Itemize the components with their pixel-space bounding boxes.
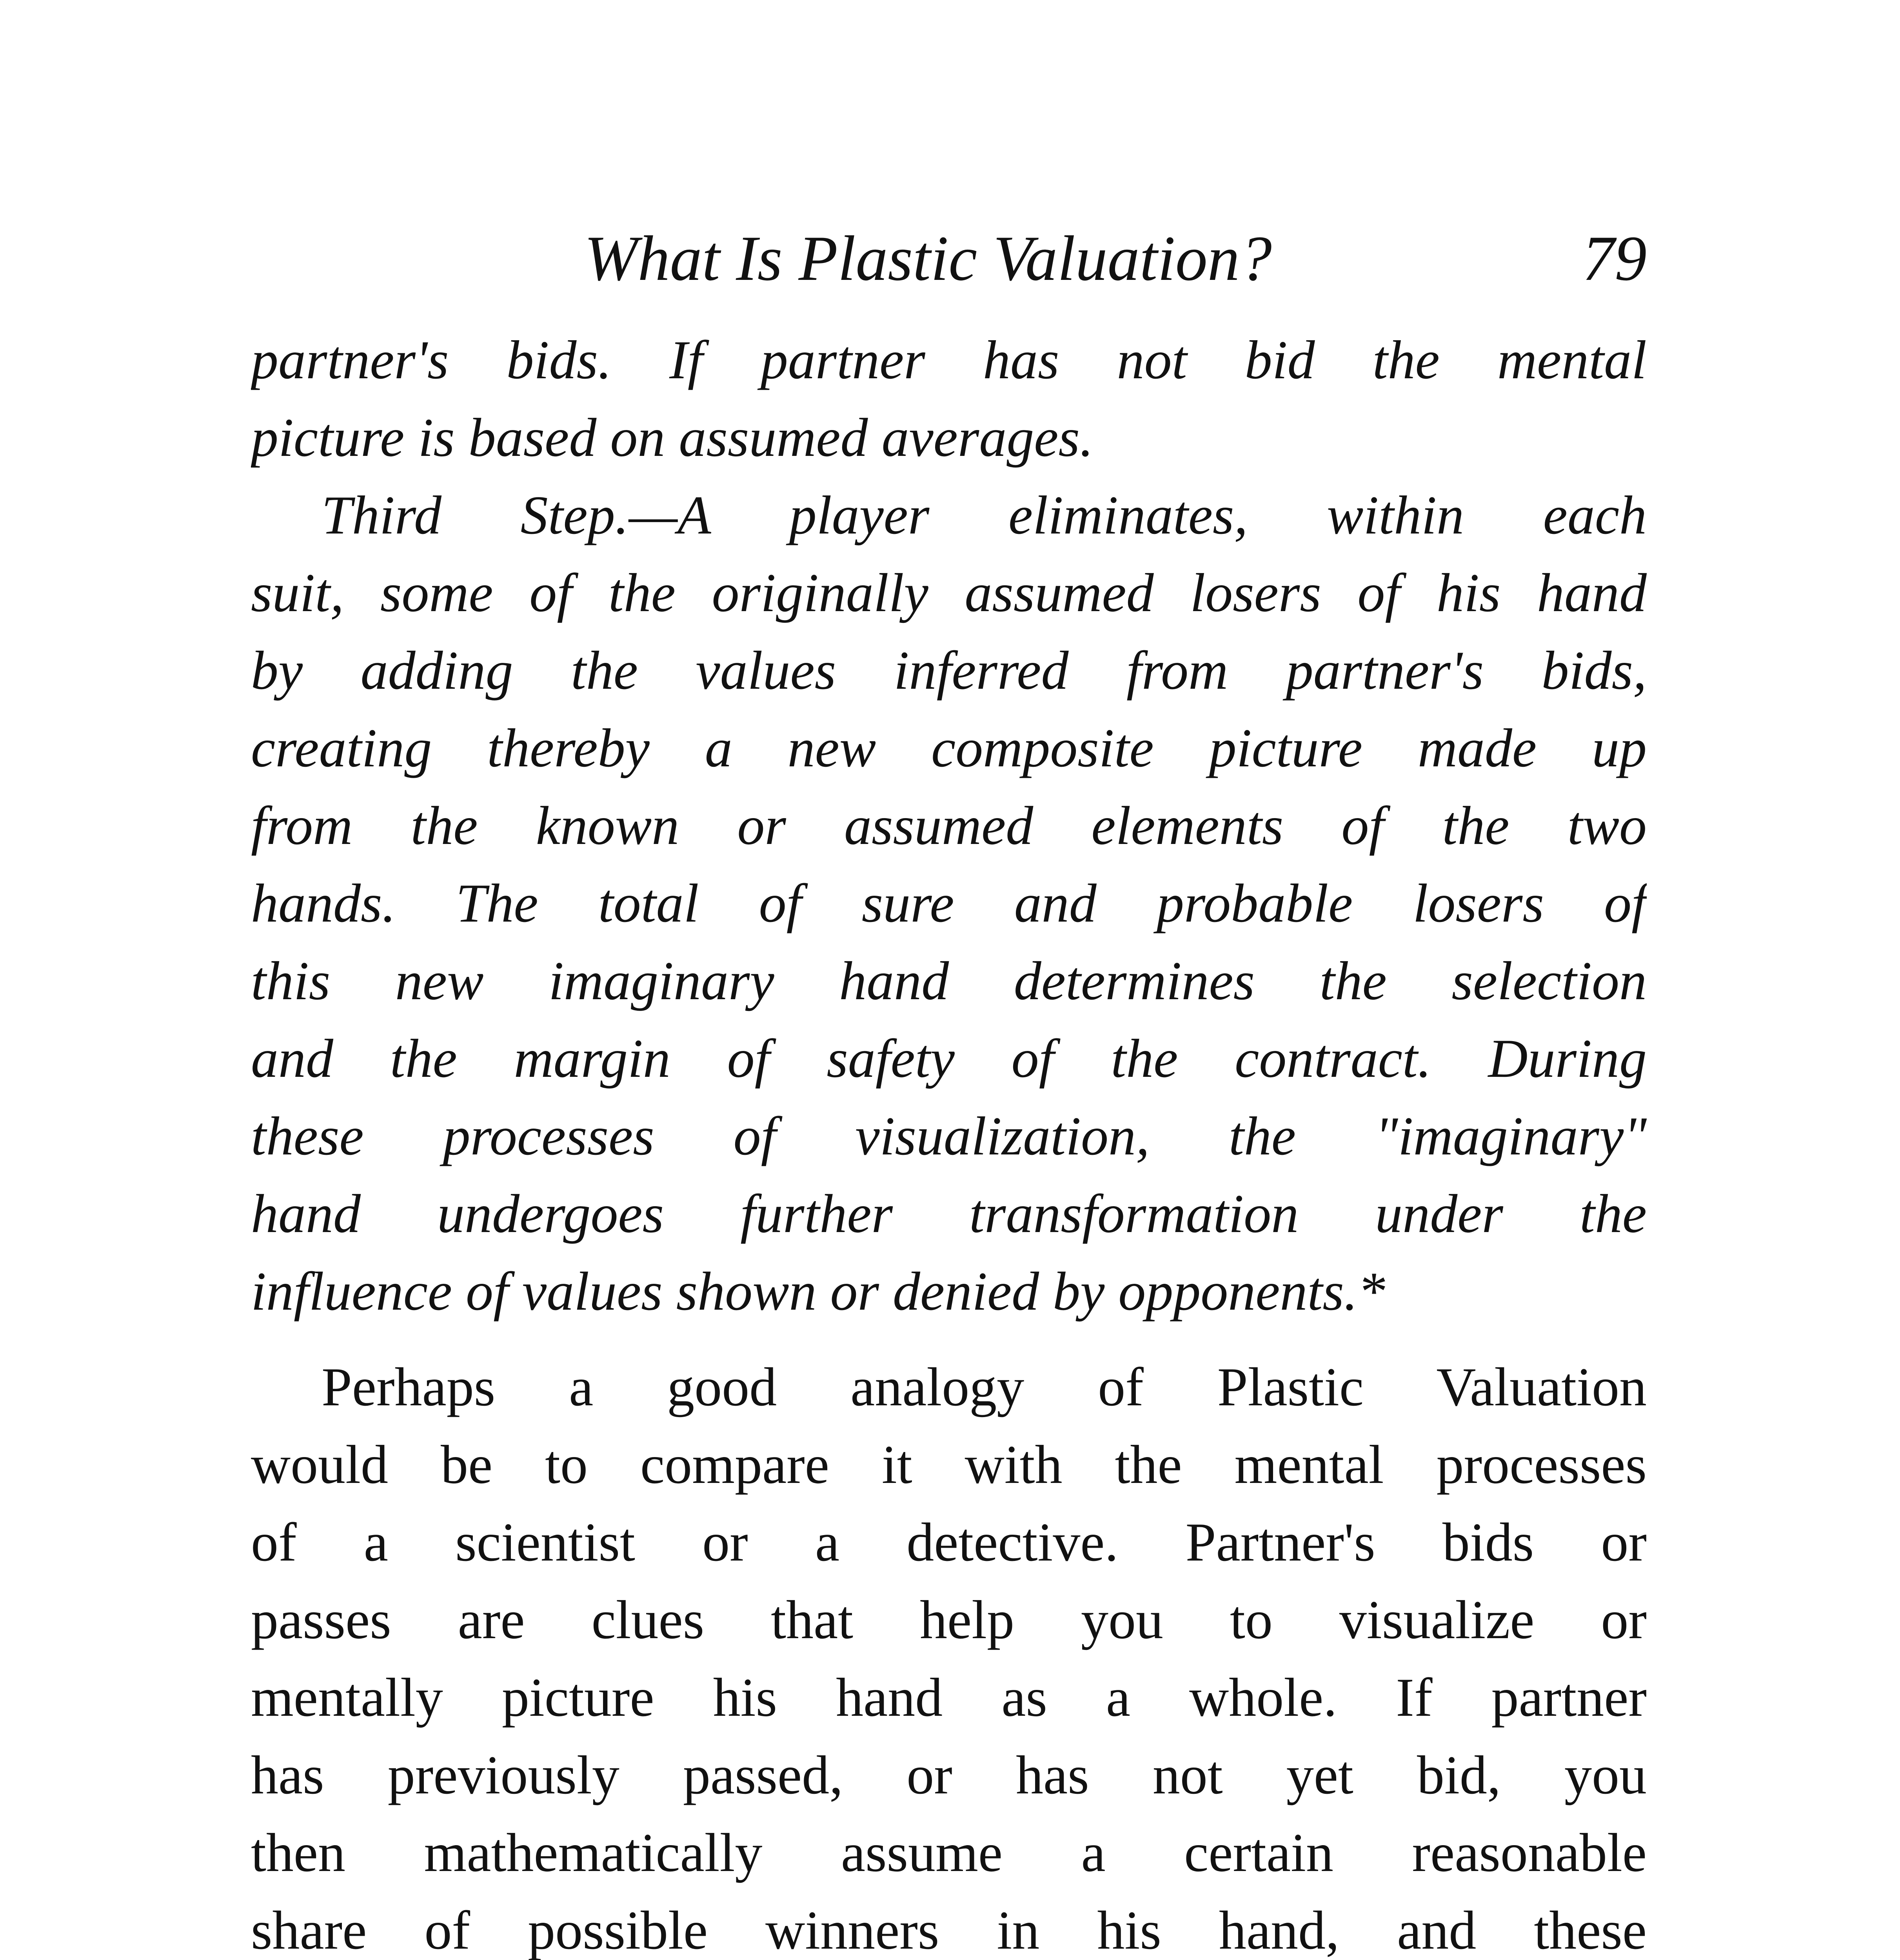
text-line: creating thereby a new composite picture made up bbox=[251, 718, 1647, 779]
running-title: What Is Plastic Valuation? bbox=[584, 223, 1272, 294]
text-line: this new imaginary hand determines the selection bbox=[251, 951, 1647, 1011]
text-line: from the known or assumed elements of the two bbox=[251, 795, 1647, 856]
text-line: and the margin of safety of the contract. During bbox=[251, 1028, 1647, 1089]
text-line: these processes of visualization, the "imaginary" bbox=[251, 1106, 1647, 1167]
text-line: has previously passed, or has not yet bid, you bbox=[251, 1745, 1647, 1806]
text-line: share of possible winners in his hand, and these bbox=[251, 1900, 1647, 1960]
text-line: then mathematically assume a certain reasonable bbox=[251, 1822, 1647, 1883]
text-line: hands. The total of sure and probable losers of bbox=[251, 873, 1647, 934]
text-line: picture is based on assumed averages. bbox=[251, 407, 1093, 468]
text-line: of a scientist or a detective. Partner's bids or bbox=[251, 1512, 1647, 1573]
text-line: passes are clues that help you to visualize or bbox=[251, 1590, 1647, 1650]
page-number: 79 bbox=[1582, 223, 1647, 294]
text-line: by adding the values inferred from partner's bids, bbox=[251, 640, 1647, 701]
text-line: hand undergoes further transformation under the bbox=[251, 1183, 1647, 1244]
text-line: influence of values shown or denied by opponents.* bbox=[251, 1261, 1385, 1322]
text-line: suit, some of the originally assumed losers of his hand bbox=[251, 563, 1647, 623]
running-head bbox=[251, 212, 1647, 306]
text-line: partner's bids. If partner has not bid the mental bbox=[251, 330, 1647, 390]
italic-paragraph bbox=[251, 321, 1647, 1330]
body-paragraph bbox=[251, 1348, 1647, 1960]
text-line: Perhaps a good analogy of Plastic Valuation bbox=[322, 1357, 1647, 1417]
text-line: Third Step.—A player eliminates, within each bbox=[322, 485, 1647, 546]
text-line: mentally picture his hand as a whole. If partner bbox=[251, 1667, 1647, 1728]
text-line: would be to compare it with the mental processes bbox=[251, 1434, 1647, 1495]
